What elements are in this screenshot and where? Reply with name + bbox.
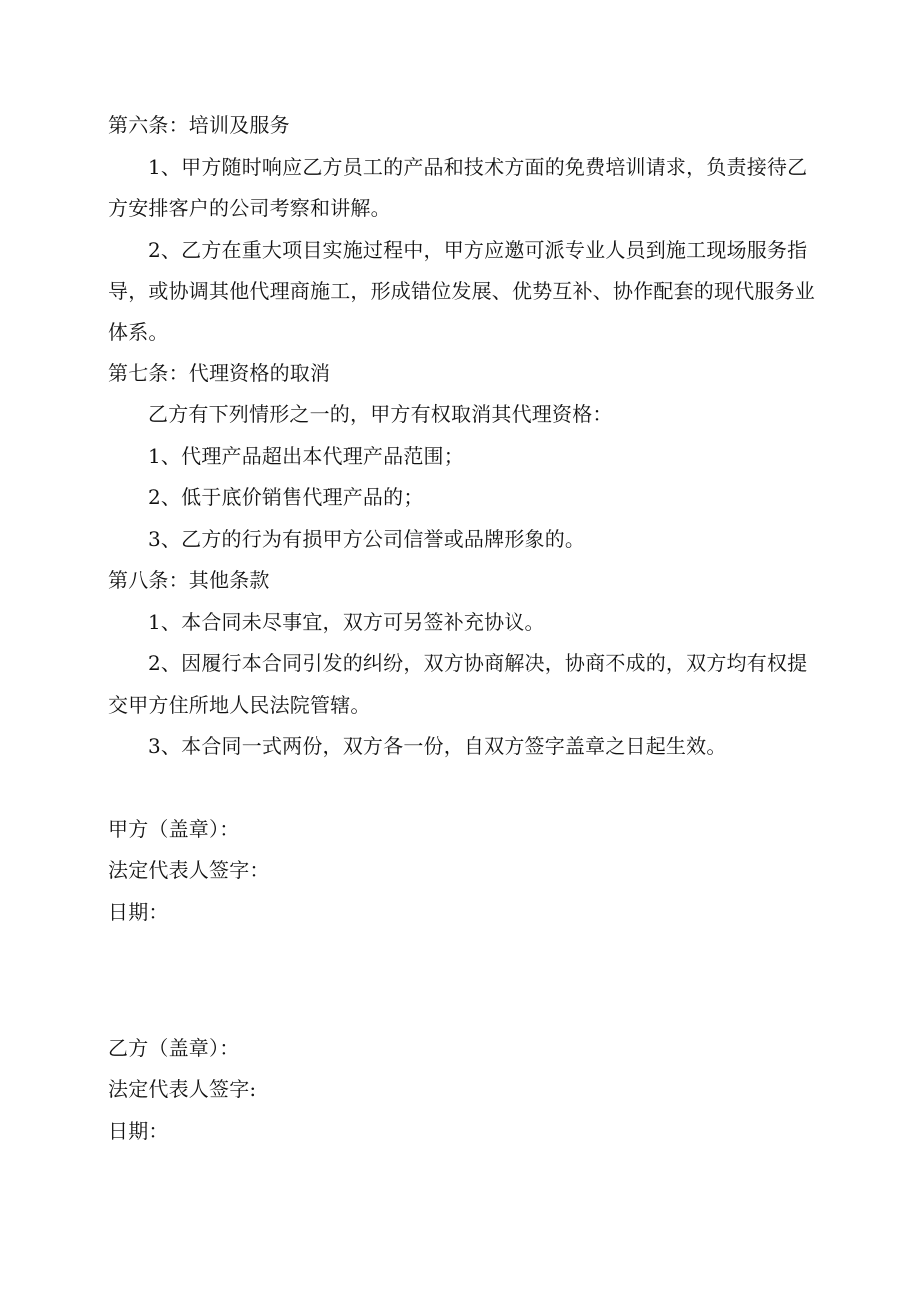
- article8-item3: 3、本合同一式两份，双方各一份，自双方签字盖章之日起生效。: [148, 734, 727, 758]
- party-a-seal: 甲方（盖章）：: [108, 817, 240, 841]
- article7-item3: 3、乙方的行为有损甲方公司信誉或品牌形象的。: [148, 527, 586, 551]
- article6-item1-line2: 方安排客户的公司考察和讲解。: [108, 196, 391, 220]
- article7-heading: 第七条：代理资格的取消: [108, 361, 331, 385]
- party-b-seal: 乙方（盖章）：: [108, 1036, 240, 1060]
- party-b-signature: 法定代表人签字:: [108, 1077, 257, 1101]
- article8-item2-line1: 2、因履行本合同引发的纠纷，双方协商解决，协商不成的，双方均有权提: [148, 651, 808, 675]
- article7-intro: 乙方有下列情形之一的，甲方有权取消其代理资格：: [148, 402, 613, 426]
- article7-item2: 2、低于底价销售代理产品的；: [148, 485, 424, 509]
- party-b-date: 日期：: [108, 1119, 169, 1143]
- article6-heading: 第六条：培训及服务: [108, 113, 290, 137]
- article8-item1: 1、本合同未尽事宜，双方可另签补充协议。: [148, 610, 545, 634]
- party-a-signature: 法定代表人签字：: [108, 858, 270, 882]
- party-a-date: 日期：: [108, 900, 169, 924]
- article8-item2-line2: 交甲方住所地人民法院管辖。: [108, 693, 371, 717]
- article6-item2-line2: 导，或协调其他代理商施工，形成错位发展、优势互补、协作配套的现代服务业: [108, 279, 815, 303]
- article6-item1-line1: 1、甲方随时响应乙方员工的产品和技术方面的免费培训请求，负责接待乙: [148, 155, 808, 179]
- article6-item2-line3: 体系。: [108, 320, 169, 344]
- article6-item2-line1: 2、乙方在重大项目实施过程中，甲方应邀可派专业人员到施工现场服务指: [148, 238, 808, 262]
- article7-item1: 1、代理产品超出本代理产品范围；: [148, 444, 464, 468]
- article8-heading: 第八条：其他条款: [108, 568, 270, 592]
